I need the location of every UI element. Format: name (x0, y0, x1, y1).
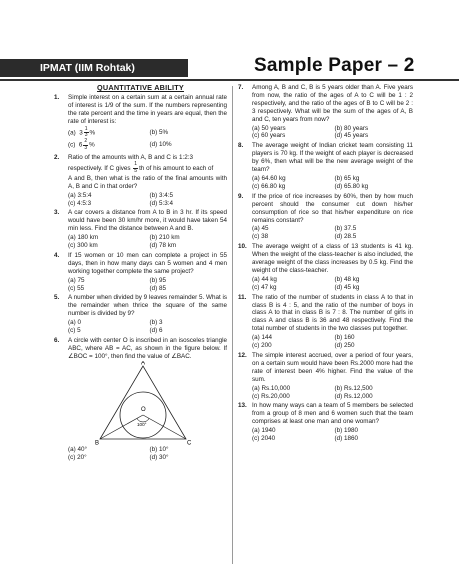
fraction: $\frac{2}{3}$ (84, 138, 88, 151)
question-number: 12. (238, 352, 247, 359)
question-text: A car covers a distance from A to B in 3 hr. If its speed would have been 30 km/hr more, it would have taken 54 min less. Find the distance between A and B. (68, 209, 227, 233)
question-text: A circle with center O is inscribed in an isosceles triangle ABC, where AB = AC, as shown in the figure below. If ∠BOC = 100°, then find the value of ∠BAC. (68, 337, 227, 360)
question-text: A number when divided by 9 leaves remainder 5. What is the remainder when thrice the square of the same number is divided by 9? (68, 294, 227, 318)
question-5 (54, 294, 227, 335)
label-o: O (141, 406, 146, 413)
header-rule (0, 79, 459, 81)
option-d[interactable]: (d) 78 km (149, 242, 177, 250)
option-d[interactable]: (d) Rs.12,000 (334, 392, 373, 400)
question-number: 5. (54, 294, 60, 302)
page-header (0, 0, 459, 80)
option-c[interactable]: (c) 55 (68, 284, 85, 292)
options (252, 225, 413, 241)
option-b[interactable]: (b) 80 years (334, 124, 369, 132)
question-text: If 15 women or 10 men can complete a project in 55 days, then in how many days can 5 women and 4 men working together complete the same project? (68, 251, 227, 275)
question-2 (54, 154, 227, 208)
option-a[interactable]: (a) 1940 (252, 427, 276, 435)
question-number: 13. (238, 402, 247, 410)
option-c[interactable]: (c) Rs.20,000 (252, 392, 290, 400)
label-a: A (140, 360, 146, 367)
option-b[interactable]: (b) 37.5 (334, 225, 357, 233)
option-b[interactable]: (b) 95 (149, 276, 166, 284)
question-number: 3. (54, 209, 60, 217)
left-column (54, 84, 227, 464)
question-12 (238, 352, 413, 400)
question-number: 4. (54, 251, 60, 259)
option-d[interactable]: (d) 45 kg (334, 283, 360, 291)
column-divider (232, 86, 233, 564)
option-a[interactable]: (a) 144 (252, 334, 272, 342)
option-b[interactable]: (b) 48 kg (334, 275, 360, 283)
fraction: $\frac{1}{5}$ (134, 161, 138, 174)
option-a[interactable]: (a) 64.60 kg (252, 174, 286, 182)
options (68, 446, 227, 462)
option-a[interactable]: (a) Rs.10,000 (252, 384, 291, 392)
question-number: 9. (238, 192, 244, 200)
options (252, 276, 413, 292)
option-a[interactable]: (a) 75 (68, 276, 85, 284)
options (68, 127, 227, 152)
question-9 (238, 193, 413, 241)
label-c: C (187, 440, 192, 445)
option-d[interactable]: (d) 1860 (334, 435, 358, 443)
question-text-fraction-line: respectively. If C gives $\frac{1}{5}$ th of his amount to each of (68, 161, 214, 174)
option-a[interactable]: (a) 3:5:4 (68, 191, 92, 199)
option-b[interactable]: (b) 210 km (149, 234, 180, 242)
option-c[interactable]: (c) 66.80 kg (252, 182, 286, 190)
question-text: Simple interest on a certain sum at a certain annual rate of interest is 1/9 of the sum. If the numbers representing the rate percent and the time in years are equal, then the rate of interest is: (68, 93, 227, 125)
question-3 (54, 209, 227, 250)
fraction: $\frac{1}{3}$ (84, 125, 88, 139)
exam-label: IPMAT (IIM Rohtak) (40, 62, 135, 74)
option-d[interactable]: (d) 10% (149, 141, 172, 149)
question-number: 11. (238, 293, 247, 301)
option-d[interactable]: (d) 65.80 kg (334, 182, 369, 190)
option-a[interactable]: (a) 3 $\frac{1}{3}$ % (68, 125, 96, 139)
options (252, 175, 413, 191)
question-text: The average weight of Indian cricket team consisting 11 players is 70 kg. If the weight of each player is decreased by 6%, then what will be the new average weight of the team? (252, 142, 413, 174)
option-d[interactable]: (d) 45 years (334, 132, 369, 140)
option-c[interactable]: (c) 47 kg (252, 283, 277, 291)
option-a[interactable]: (a) 180 km (68, 234, 99, 242)
options (252, 125, 413, 141)
question-text: The simple interest accrued, over a period of four years, on a certain sum would have been Rs.2000 more had the rate of interest been 4% higher. Find the value of the sum. (252, 352, 413, 383)
question-6 (54, 337, 227, 462)
option-b[interactable]: (b) 10° (149, 445, 169, 453)
option-a[interactable]: (a) 40° (68, 445, 87, 453)
option-d[interactable]: (d) 250 (334, 342, 355, 350)
options (68, 234, 227, 250)
option-d[interactable]: (d) 6 (149, 327, 163, 335)
option-a[interactable]: (a) 44 kg (252, 275, 277, 283)
section-title: QUANTITATIVE ABILITY (97, 83, 184, 92)
question-4 (54, 252, 227, 293)
option-c[interactable]: (c) 4:5:3 (68, 199, 92, 207)
paper-title: Sample Paper – 2 (254, 55, 415, 76)
option-d[interactable]: (d) 30° (149, 453, 169, 461)
option-b[interactable]: (b) 65 kg (334, 174, 360, 182)
question-number: 2. (54, 153, 60, 161)
question-text: Ratio of the amounts with A, B and C is 1:2:3 (68, 153, 193, 161)
label-b: B (95, 440, 100, 445)
right-column (238, 84, 413, 445)
triangle-figure (68, 361, 227, 445)
angle-label: 100° (137, 421, 147, 427)
option-c[interactable]: (c) 38 (252, 233, 269, 241)
question-number: 8. (238, 142, 244, 150)
options (252, 385, 413, 401)
question-8 (238, 142, 413, 190)
options (252, 427, 413, 443)
options (68, 277, 227, 293)
question-text: In how many ways can a team of 5 members be selected from a group of 8 men and 6 women such that the team comprises at least one man and one woman? (252, 402, 413, 426)
option-c[interactable]: (c) 2040 (252, 435, 276, 443)
options (68, 319, 227, 335)
option-c[interactable]: (c) 300 km (68, 242, 98, 250)
question-text: The ratio of the number of students in class A to that in class B is 4 : 5, and the ratio of the number of boys in class A to that in class B is 7 : 8. The number of girls in class A and class B is 36 and 48 respectively. Find the total number of students in the two classes put together. (252, 293, 413, 333)
question-text-continued: A and B, then what is the ratio of the final amounts with A, B and C in that order? (68, 174, 227, 190)
triangle-diagram (88, 361, 198, 445)
option-a[interactable]: (a) 50 years (252, 124, 286, 132)
option-a[interactable]: (a) 45 (252, 225, 269, 233)
question-text: If the price of rice increases by 60%, then by how much percent should the consumer cut down his/her consumption of rice so that his/her expenditure on rice remains constant? (252, 192, 413, 224)
option-d[interactable]: (d) 28.5 (334, 233, 357, 241)
question-11 (238, 294, 413, 350)
option-a[interactable]: (a) 0 (68, 319, 81, 327)
option-b[interactable]: (b) 5% (149, 128, 169, 136)
option-b[interactable]: (b) 160 (334, 334, 355, 342)
question-number: 7. (238, 84, 244, 91)
options (252, 334, 413, 350)
question-number: 6. (54, 337, 60, 344)
question-number: 1. (54, 93, 60, 101)
options (68, 192, 227, 208)
option-b[interactable]: (b) 1980 (334, 427, 358, 435)
option-c[interactable]: (c) 6 $\frac{2}{3}$ % (68, 138, 95, 151)
option-c[interactable]: (c) 20° (68, 453, 87, 461)
option-d[interactable]: (d) 85 (149, 284, 166, 292)
question-7 (238, 84, 413, 140)
question-13 (238, 402, 413, 443)
option-d[interactable]: (d) 5:3:4 (149, 199, 173, 207)
triangle-abc (100, 366, 186, 439)
segment-bo (100, 415, 143, 439)
question-10 (238, 243, 413, 291)
option-b[interactable]: (b) 3 (149, 319, 163, 327)
option-c[interactable]: (c) 200 (252, 342, 272, 350)
question-text: Among A, B and C, B is 5 years older than A. Five years from now, the ratio of the ages of A to C will be 1 : 2 respectively, and the ratio of the ages of B to C will be 2 : 3 respectively. What will be the sum of the ages of A, B and C, ten years from now? (252, 84, 413, 123)
option-c[interactable]: (c) 5 (68, 327, 81, 335)
exam-label-bar (0, 59, 188, 77)
segment-co (143, 415, 186, 439)
option-b[interactable]: (b) Rs.12,500 (334, 384, 373, 392)
question-1 (54, 94, 227, 152)
option-b[interactable]: (b) 3:4:5 (149, 191, 173, 199)
question-text: The average weight of a class of 13 students is 41 kg. When the weight of the class-teacher is also included, the average weight of the class increases by 0.5 kg. Find the weight of the class-teacher. (252, 243, 413, 274)
option-c[interactable]: (c) 60 years (252, 132, 286, 140)
question-number: 10. (238, 243, 247, 251)
